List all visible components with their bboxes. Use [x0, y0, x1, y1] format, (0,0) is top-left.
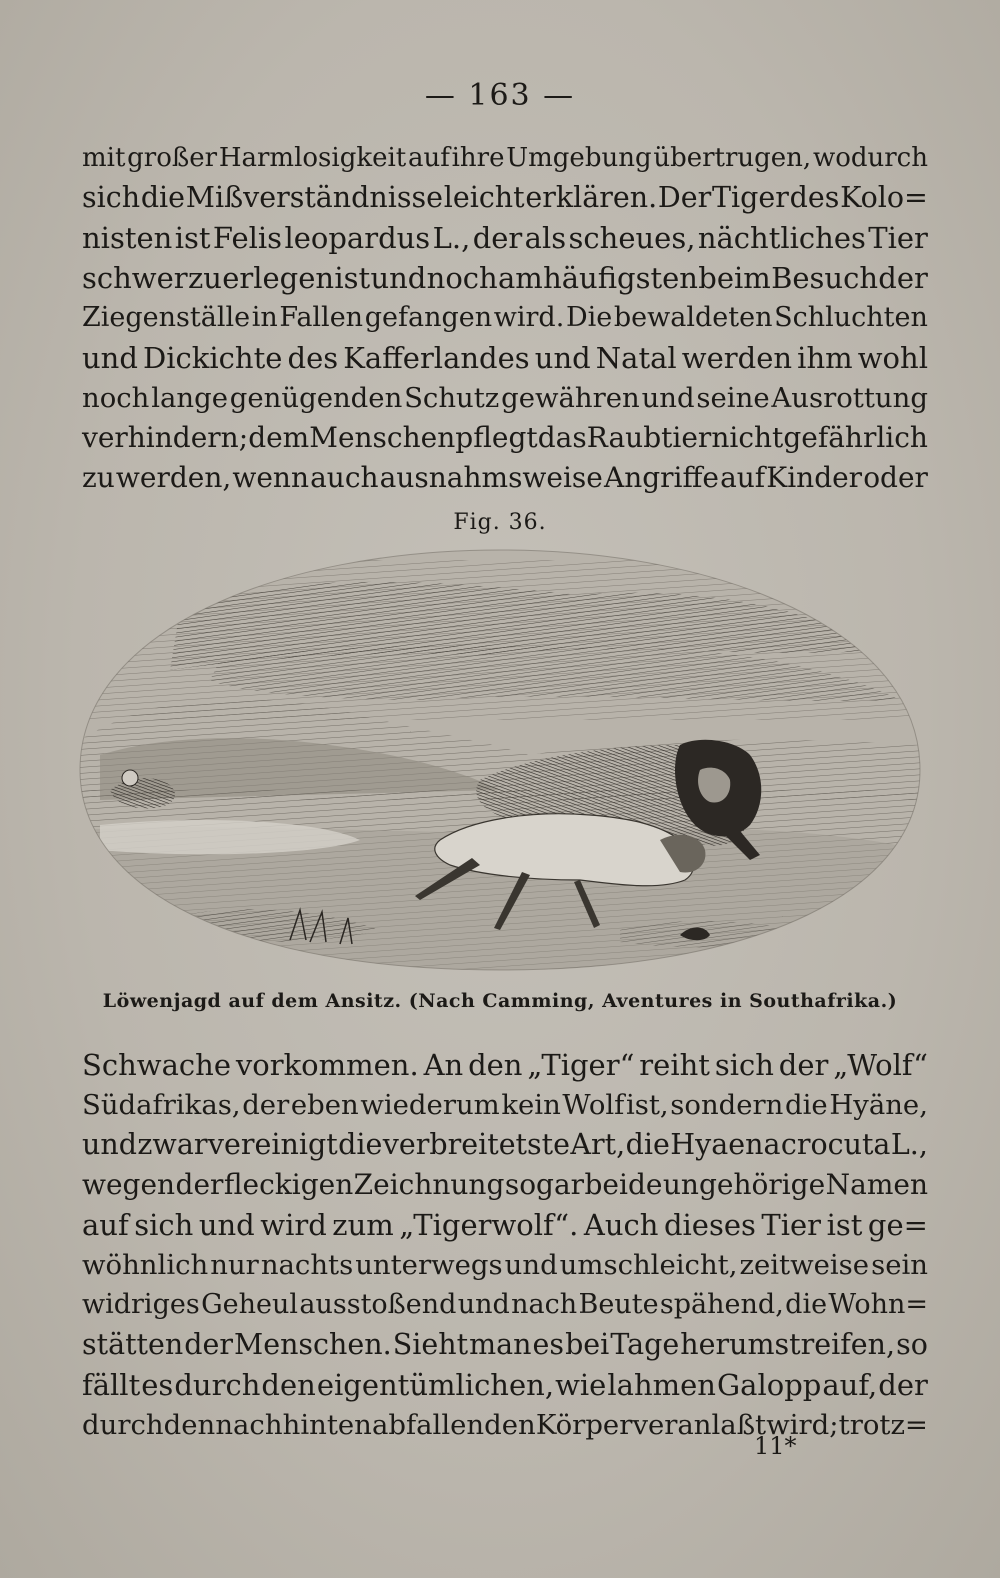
- text-line: wegen der fleckigen Zeichnung sogar beide ungehörige Namen: [82, 1168, 928, 1201]
- text-line: und zwar vereinigt die verbreitetste Art, die Hyaena crocuta L.,: [82, 1128, 928, 1161]
- text-line: noch lange genügenden Schutz gewähren und seine Ausrottung: [82, 382, 928, 414]
- text-line: fällt es durch den eigentümlichen, wie lahmen Galopp auf, der: [82, 1368, 928, 1402]
- text-line: mit großer Harmlosigkeit auf ihre Umgebung übertrugen, wodurch: [82, 143, 928, 173]
- paragraph-bottom: [82, 1045, 928, 1445]
- text-line: stätten der Menschen. Sieht man es bei Tage herumstreifen, so: [82, 1328, 928, 1361]
- text-line: widriges Geheul ausstoßend und nach Beute spähend, die Wohn=: [82, 1289, 928, 1320]
- text-line: Ziegenställe in Fallen gefangen wird. Die bewaldeten Schluchten: [82, 302, 928, 333]
- text-line: wöhnlich nur nachts unterwegs und umschleicht, zeitweise sein: [82, 1249, 928, 1281]
- text-line: schwer zu erlegen ist und noch am häufigsten beim Besuch der: [82, 261, 928, 295]
- figure-caption: Löwenjagd auf dem Ansitz. (Nach Camming, Aventures in Southafrika.): [102, 990, 898, 1012]
- text-line: durch den nach hinten abfallenden Körper veranlaßt wird; trotz=: [82, 1409, 928, 1441]
- text-line: verhindern; dem Menschen pflegt das Raubtier nicht gefährlich: [82, 421, 928, 454]
- lion-hunt-engraving: [60, 540, 940, 980]
- text-line: zu werden, wenn auch ausnahmsweise Angriffe auf Kinder oder: [82, 461, 928, 494]
- text-line: auf sich und wird zum „Tigerwolf“. Auch dieses Tier ist ge=: [82, 1208, 928, 1242]
- paragraph-top: [82, 138, 928, 498]
- text-line: und Dickichte des Kafferlandes und Natal werden ihm wohl: [82, 341, 928, 375]
- text-line: Südafrikas, der eben wiederum kein Wolf ist, sondern die Hyäne,: [82, 1089, 928, 1121]
- signature-mark: 11*: [754, 1432, 797, 1460]
- figure-label: Fig. 36.: [453, 510, 547, 535]
- page-number: — 163 —: [424, 78, 576, 113]
- text-line: nisten ist Felis leopardus L., der als scheues, nächtliches Tier: [82, 221, 928, 255]
- text-line: Schwache vorkommen. An den „Tiger“ reiht sich der „Wolf“: [82, 1048, 928, 1082]
- text-line: sich die Mißverständnisse leicht erklären. Der Tiger des Kolo=: [82, 181, 928, 214]
